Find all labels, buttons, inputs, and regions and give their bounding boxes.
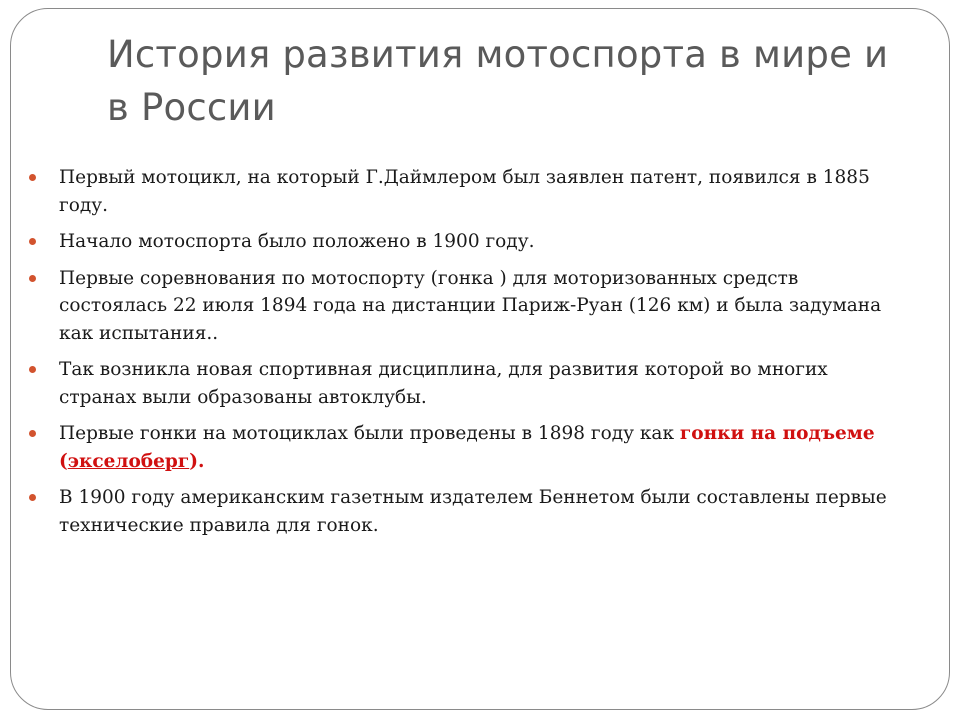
bullet-list: [28, 164, 908, 548]
bullet-text: В 1900 году американским газетным издателем Беннетом были составлены первые технические правила для гонок.: [59, 487, 887, 536]
bullet-item: [28, 484, 908, 539]
highlight-text: гонки на подъеме (: [59, 423, 875, 472]
bullet-text: Начало мотоспорта было положено в 1900 году.: [59, 231, 535, 252]
bullet-dot-icon: [29, 494, 36, 501]
bullet-dot-icon: [29, 238, 36, 245]
highlight-text-end: ).: [189, 450, 205, 472]
bullet-item: [28, 420, 908, 475]
bullet-item: [28, 164, 908, 219]
slide-title: История развития мотоспорта в мире и в России: [107, 33, 889, 129]
bullet-text: Первые соревнования по мотоспорту (гонка ) для моторизованных средств состоялась 22 июля 1894 года на дистанции Париж-Руан (126 км) и была задумана как испытания..: [59, 267, 882, 344]
bullet-item: [28, 228, 908, 256]
bullet-text: Так возникла новая спортивная дисциплина, для развития которой во многих странах выли образованы автоклубы.: [59, 359, 828, 408]
bullet-dot-icon: [29, 275, 36, 282]
excelobergs-link[interactable]: экселоберг: [67, 450, 190, 472]
bullet-item: [28, 356, 908, 411]
bullet-text: Первый мотоцикл, на который Г.Даймлером был заявлен патент, появился в 1885 году.: [59, 167, 870, 216]
bullet-dot-icon: [29, 366, 36, 373]
bullet-item: [28, 265, 908, 348]
bullet-dot-icon: [29, 174, 36, 181]
bullet-dot-icon: [29, 430, 36, 437]
bullet-text: Первые гонки на мотоциклах были проведены в 1898 году как: [59, 423, 680, 444]
